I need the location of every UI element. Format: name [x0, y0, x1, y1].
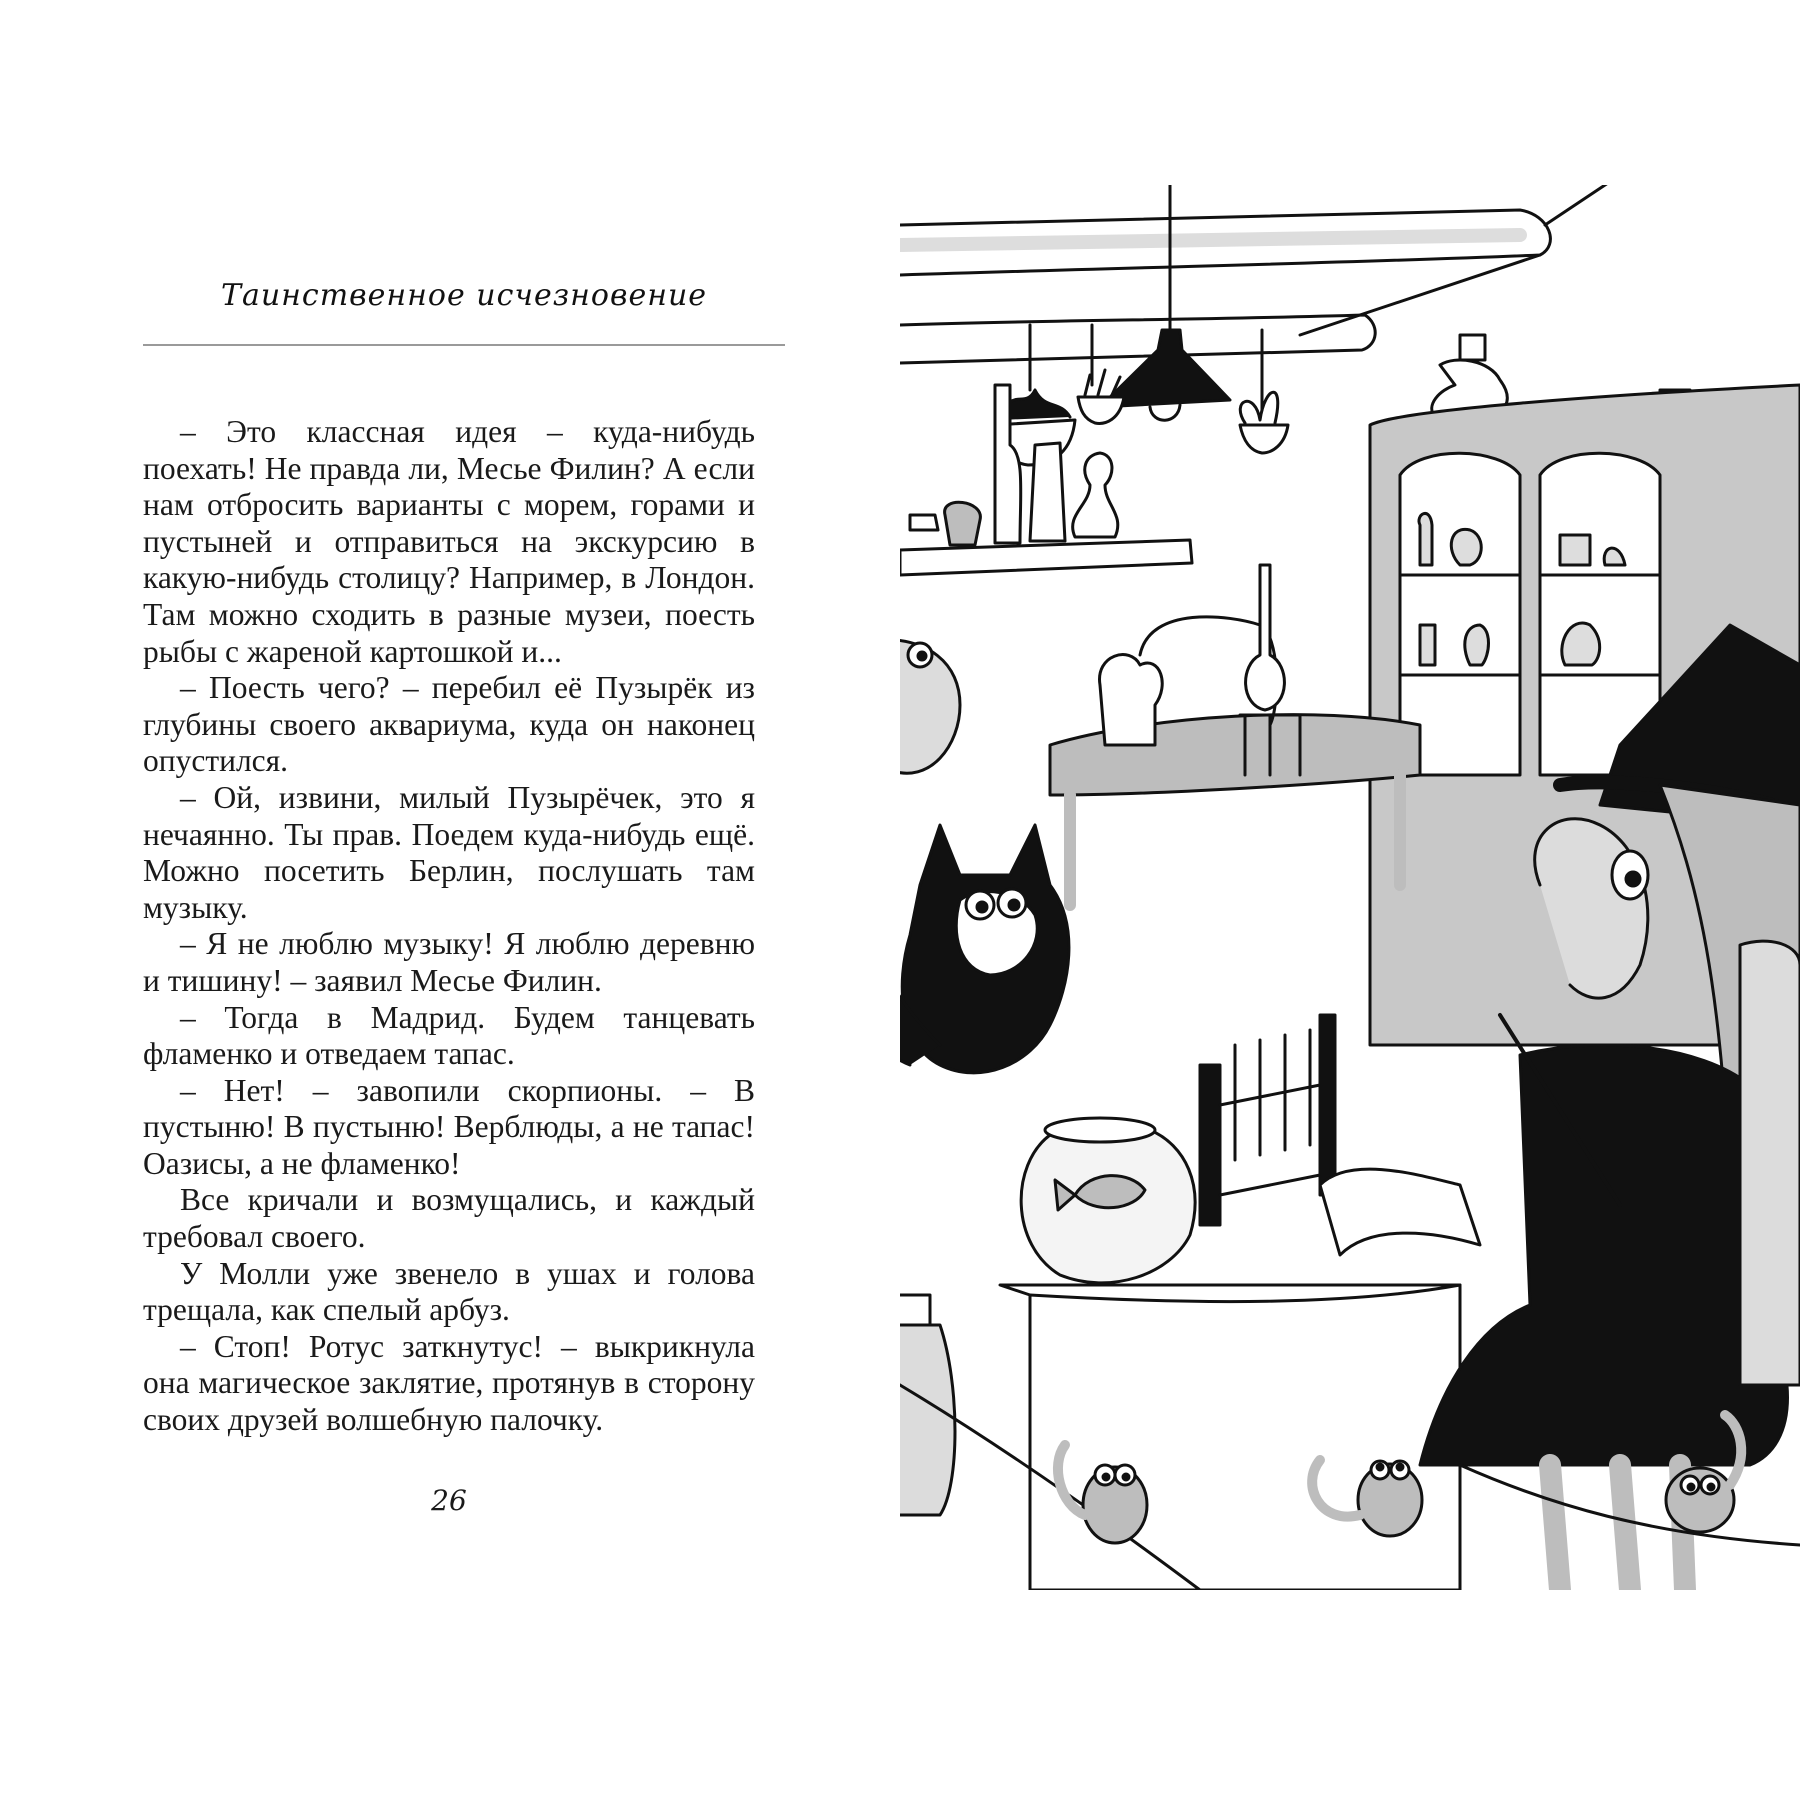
paragraph: – Это классная идея – куда-нибудь поехать! Не правда ли, Месье Филин? А если нам отбросить варианты с морем, горами и пустыней и отправиться на экскурсию в какую-нибудь столицу? Например, в Лондон. Там можно сходить в разные музеи, поесть рыбы с жареной картошкой и... [143, 414, 755, 669]
paragraph: Все кричали и возмущались, и каждый требовал своего. [143, 1182, 755, 1255]
desk [1030, 1285, 1460, 1590]
paragraph: – Стоп! Ротус заткнутус! – выкрикнула она магическое заклятие, протянув в сторону своих друзей волшебную палочку. [143, 1328, 755, 1438]
wall-shelf [900, 540, 1192, 575]
paragraph: – Поесть чего? – перебил её Пузырёк из глубины своего аквариума, куда он наконец опустился. [143, 670, 755, 779]
ceiling-beam [900, 315, 1375, 363]
paragraph: – Ой, извини, милый Пузырёчек, это я нечаянно. Ты прав. Поедем куда-нибудь ещё. Можно посетить Берлин, послушать там музыку. [143, 779, 755, 925]
page-number: 26 [431, 1484, 467, 1517]
left-page [0, 0, 780, 1800]
paragraph: – Я не люблю музыку! Я люблю деревню и тишину! – заявил Месье Филин. [143, 926, 755, 998]
header-rule [143, 344, 785, 346]
paragraph: – Тогда в Мадрид. Будем танцевать фламенко и отведаем тапас. [143, 999, 755, 1072]
running-head: Таинственное исчезновение [220, 278, 708, 313]
witch-dress [1420, 1045, 1788, 1465]
witch-room-illustration [900, 185, 1800, 1590]
illustration-drawing [900, 185, 1800, 1590]
body-text [143, 414, 755, 1439]
paragraph: У Молли уже звенело в ушах и голова трещала, как спелый арбуз. [143, 1255, 755, 1328]
spell-book [1320, 1169, 1480, 1255]
chair [1740, 941, 1800, 1385]
paragraph: – Нет! – завопили скорпионы. – В пустыню! В пустыню! Верблюды, а не тапас! Оазисы, а не фламенко! [143, 1072, 755, 1181]
